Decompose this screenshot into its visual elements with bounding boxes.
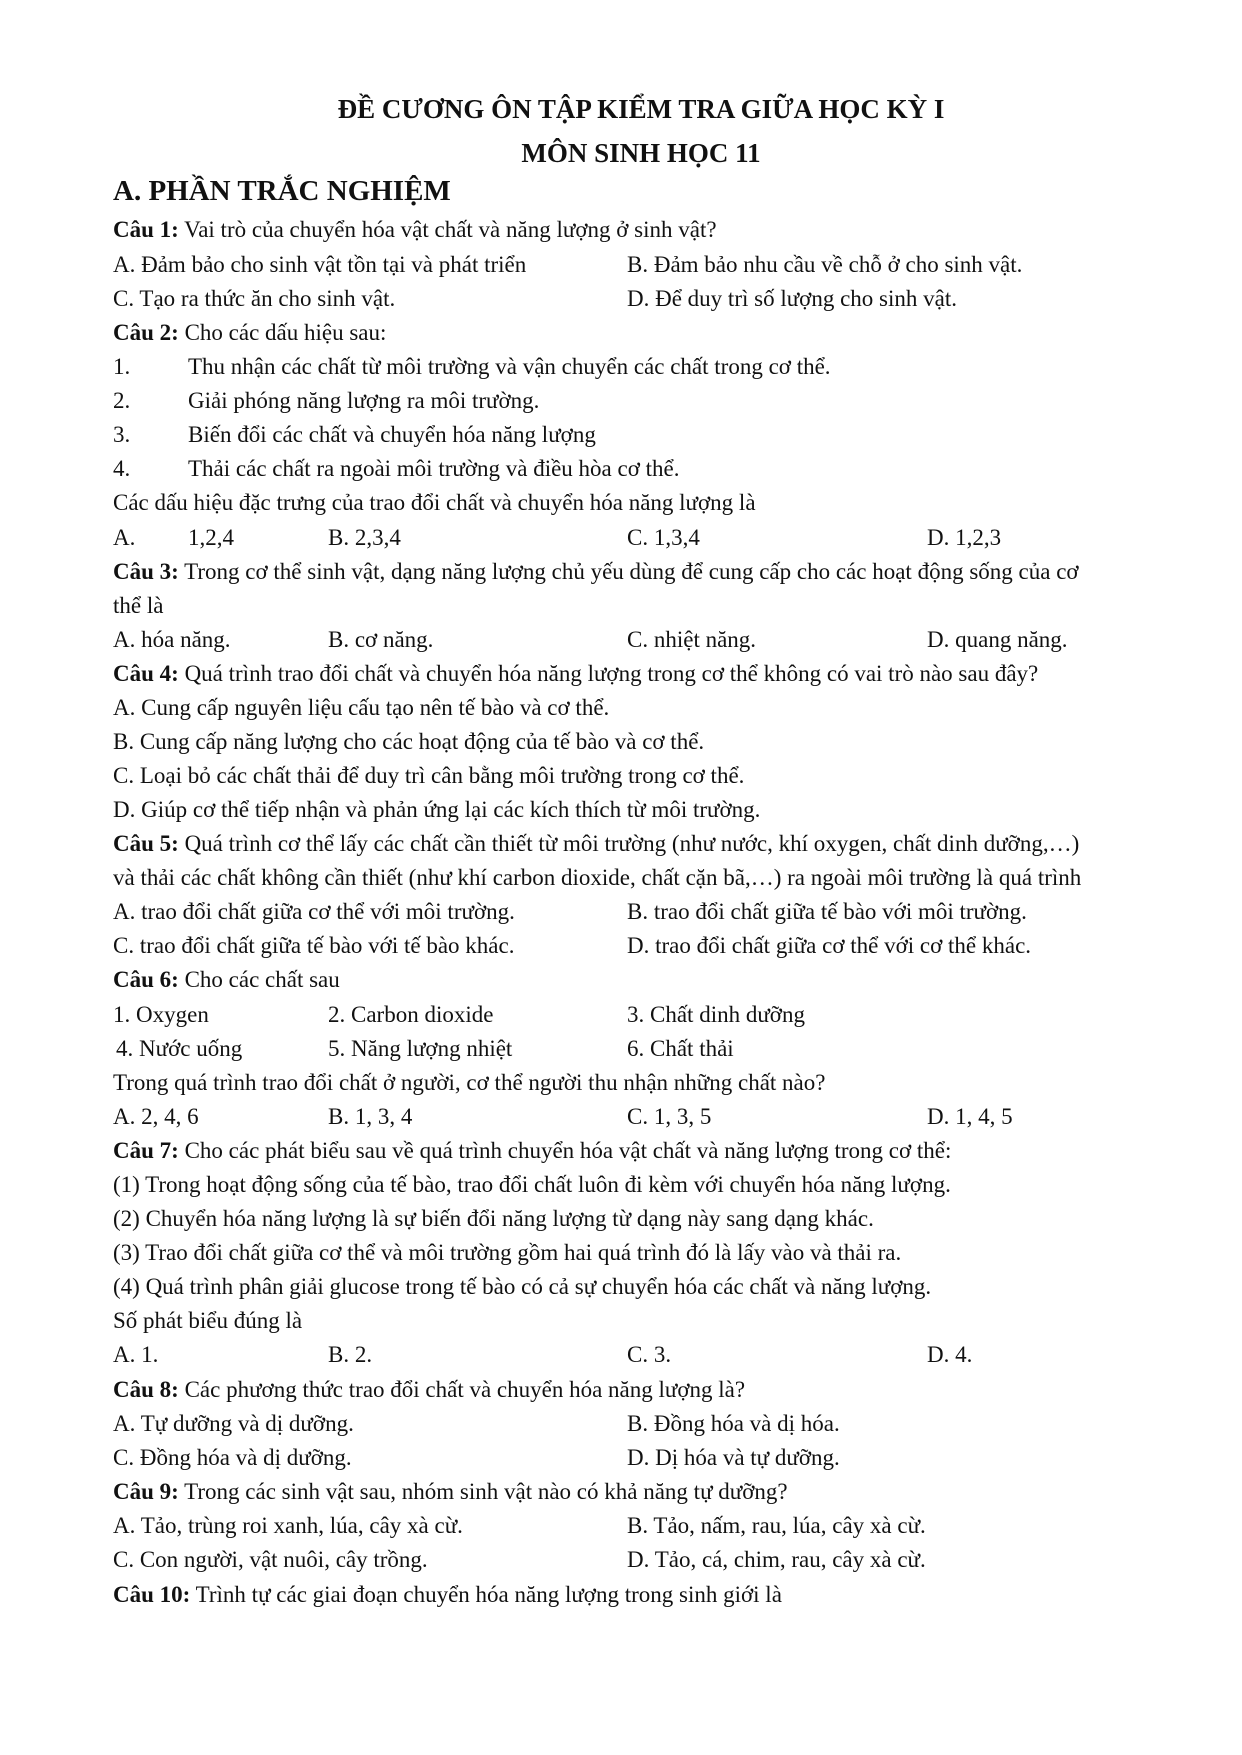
document-title: ĐỀ CƯƠNG ÔN TẬP KIỂM TRA GIỮA HỌC KỲ I xyxy=(337,94,945,124)
question-stem: Trong quá trình trao đổi chất ở người, cơ thể người thu nhận những chất nào? xyxy=(113,1070,826,1095)
q1-option-b: B. Đảm bảo nhu cầu về chỗ ở cho sinh vật. xyxy=(627,252,1023,277)
q5-option-c: C. trao đổi chất giữa tế bào với tế bào khác. xyxy=(113,933,515,958)
q8-option-c: C. Đồng hóa và dị dưỡng. xyxy=(113,1445,352,1470)
q2-option-b: B. 2,3,4 xyxy=(328,525,401,550)
question-1 xyxy=(113,215,717,245)
q6-item-5: 5. Năng lượng nhiệt xyxy=(328,1036,513,1061)
q2-option-a-value: 1,2,4 xyxy=(188,525,234,550)
question-text: Trong cơ thể sinh vật, dạng năng lượng chủ yếu dùng để cung cấp cho các hoạt động sống của cơ xyxy=(178,559,1079,584)
question-stem: Số phát biểu đúng là xyxy=(113,1308,303,1333)
section-heading: A. PHẦN TRẮC NGHIỆM xyxy=(113,175,451,207)
question-text: Trình tự các giai đoạn chuyển hóa năng lượng trong sinh giới là xyxy=(190,1582,782,1607)
list-item-text: Thu nhận các chất từ môi trường và vận chuyển các chất trong cơ thể. xyxy=(188,354,831,379)
question-label: Câu 9: xyxy=(113,1479,179,1504)
q3-option-c: C. nhiệt năng. xyxy=(627,627,757,652)
list-item-number: 3. xyxy=(113,422,131,447)
q8-option-a: A. Tự dưỡng và dị dưỡng. xyxy=(113,1411,354,1436)
question-8 xyxy=(113,1375,745,1405)
statement-3: (3) Trao đổi chất giữa cơ thể và môi trường gồm hai quá trình đó là lấy vào và thải ra. xyxy=(113,1240,902,1265)
q2-option-a-letter: A. xyxy=(113,525,136,550)
question-label: Câu 3: xyxy=(113,559,179,584)
q1-option-a: A. Đảm bảo cho sinh vật tồn tại và phát triển xyxy=(113,252,527,277)
question-7 xyxy=(113,1136,951,1166)
question-2 xyxy=(113,318,386,348)
list-item-text: Thải các chất ra ngoài môi trường và điều hòa cơ thể. xyxy=(188,456,680,481)
q6-item-3: 3. Chất dinh dưỡng xyxy=(627,1002,805,1027)
q3-option-b: B. cơ năng. xyxy=(328,627,434,652)
q7-option-b: B. 2. xyxy=(328,1342,373,1367)
q7-option-d: D. 4. xyxy=(927,1342,973,1367)
list-item-number: 4. xyxy=(113,456,131,481)
q9-option-d: D. Tảo, cá, chim, rau, cây xà cừ. xyxy=(627,1547,926,1572)
q5-option-d: D. trao đổi chất giữa cơ thể với cơ thể khác. xyxy=(627,933,1032,958)
question-label: Câu 7: xyxy=(113,1138,179,1163)
question-text: Quá trình trao đổi chất và chuyển hóa năng lượng trong cơ thể không có vai trò nào sau đây? xyxy=(178,661,1039,686)
q2-option-d: D. 1,2,3 xyxy=(927,525,1002,550)
q6-option-b: B. 1, 3, 4 xyxy=(328,1104,413,1129)
q4-option-c: C. Loại bỏ các chất thải để duy trì cân bằng môi trường trong cơ thể. xyxy=(113,763,745,788)
q6-item-2: 2. Carbon dioxide xyxy=(328,1002,494,1027)
question-label: Câu 6: xyxy=(113,967,179,992)
document-subtitle: MÔN SINH HỌC 11 xyxy=(521,138,761,168)
question-label: Câu 1: xyxy=(113,217,179,242)
q2-option-c: C. 1,3,4 xyxy=(627,525,700,550)
question-text: Trong các sinh vật sau, nhóm sinh vật nào có khả năng tự dưỡng? xyxy=(178,1479,788,1504)
question-4 xyxy=(113,659,1038,689)
q6-option-a: A. 2, 4, 6 xyxy=(113,1104,199,1129)
q7-option-c: C. 3. xyxy=(627,1342,672,1367)
question-label: Câu 5: xyxy=(113,831,179,856)
question-text: Vai trò của chuyển hóa vật chất và năng lượng ở sinh vật? xyxy=(178,217,717,242)
question-label: Câu 2: xyxy=(113,320,179,345)
q8-option-d: D. Dị hóa và tự dưỡng. xyxy=(627,1445,840,1470)
list-item-text: Biến đổi các chất và chuyển hóa năng lượng xyxy=(188,422,596,447)
question-6 xyxy=(113,965,340,995)
statement-4: (4) Quá trình phân giải glucose trong tế bào có cả sự chuyển hóa các chất và năng lượng. xyxy=(113,1274,932,1299)
statement-2: (2) Chuyển hóa năng lượng là sự biến đổi năng lượng từ dạng này sang dạng khác. xyxy=(113,1206,874,1231)
question-9 xyxy=(113,1477,788,1507)
q4-option-a: A. Cung cấp nguyên liệu cấu tạo nên tế bào và cơ thể. xyxy=(113,695,610,720)
q6-item-4: 4. Nước uống xyxy=(116,1036,243,1061)
question-10 xyxy=(113,1580,782,1610)
q8-option-b: B. Đồng hóa và dị hóa. xyxy=(627,1411,840,1436)
question-label: Câu 10: xyxy=(113,1582,191,1607)
q3-option-a: A. hóa năng. xyxy=(113,627,231,652)
list-item-number: 1. xyxy=(113,354,131,379)
q5-option-a: A. trao đổi chất giữa cơ thể với môi trường. xyxy=(113,899,515,924)
q1-option-c: C. Tạo ra thức ăn cho sinh vật. xyxy=(113,286,396,311)
q1-option-d: D. Để duy trì số lượng cho sinh vật. xyxy=(627,286,957,311)
q9-option-b: B. Tảo, nấm, rau, lúa, cây xà cừ. xyxy=(627,1513,926,1538)
question-label: Câu 4: xyxy=(113,661,179,686)
q4-option-d: D. Giúp cơ thể tiếp nhận và phản ứng lại các kích thích từ môi trường. xyxy=(113,797,761,822)
statement-1: (1) Trong hoạt động sống của tế bào, trao đổi chất luôn đi kèm với chuyển hóa năng lượng. xyxy=(113,1172,951,1197)
question-5 xyxy=(113,829,1079,859)
question-3 xyxy=(113,557,1079,587)
question-text-continued: thể là xyxy=(113,593,164,618)
list-item-text: Giải phóng năng lượng ra môi trường. xyxy=(188,388,540,413)
q6-option-d: D. 1, 4, 5 xyxy=(927,1104,1013,1129)
q7-option-a: A. 1. xyxy=(113,1342,159,1367)
q6-item-6: 6. Chất thải xyxy=(627,1036,734,1061)
q9-option-c: C. Con người, vật nuôi, cây trồng. xyxy=(113,1547,428,1572)
q9-option-a: A. Tảo, trùng roi xanh, lúa, cây xà cừ. xyxy=(113,1513,463,1538)
q3-option-d: D. quang năng. xyxy=(927,627,1068,652)
q6-item-1: 1. Oxygen xyxy=(113,1002,209,1027)
q4-option-b: B. Cung cấp năng lượng cho các hoạt động của tế bào và cơ thể. xyxy=(113,729,705,754)
list-item-number: 2. xyxy=(113,388,131,413)
question-label: Câu 8: xyxy=(113,1377,179,1402)
q5-option-b: B. trao đổi chất giữa tế bào với môi trường. xyxy=(627,899,1027,924)
question-stem: Các dấu hiệu đặc trưng của trao đổi chất và chuyển hóa năng lượng là xyxy=(113,490,756,515)
question-text: Cho các dấu hiệu sau: xyxy=(178,320,387,345)
question-text: Cho các chất sau xyxy=(178,967,340,992)
question-text: Cho các phát biểu sau về quá trình chuyển hóa vật chất và năng lượng trong cơ thể: xyxy=(178,1138,952,1163)
question-text: Quá trình cơ thể lấy các chất cần thiết từ môi trường (như nước, khí oxygen, chất dinh dưỡng,…) xyxy=(178,831,1080,856)
question-text: Các phương thức trao đổi chất và chuyển hóa năng lượng là? xyxy=(178,1377,746,1402)
question-text-continued: và thải các chất không cần thiết (như khí carbon dioxide, chất cặn bã,…) ra ngoài môi trường là quá trình xyxy=(113,865,1082,890)
q6-option-c: C. 1, 3, 5 xyxy=(627,1104,712,1129)
